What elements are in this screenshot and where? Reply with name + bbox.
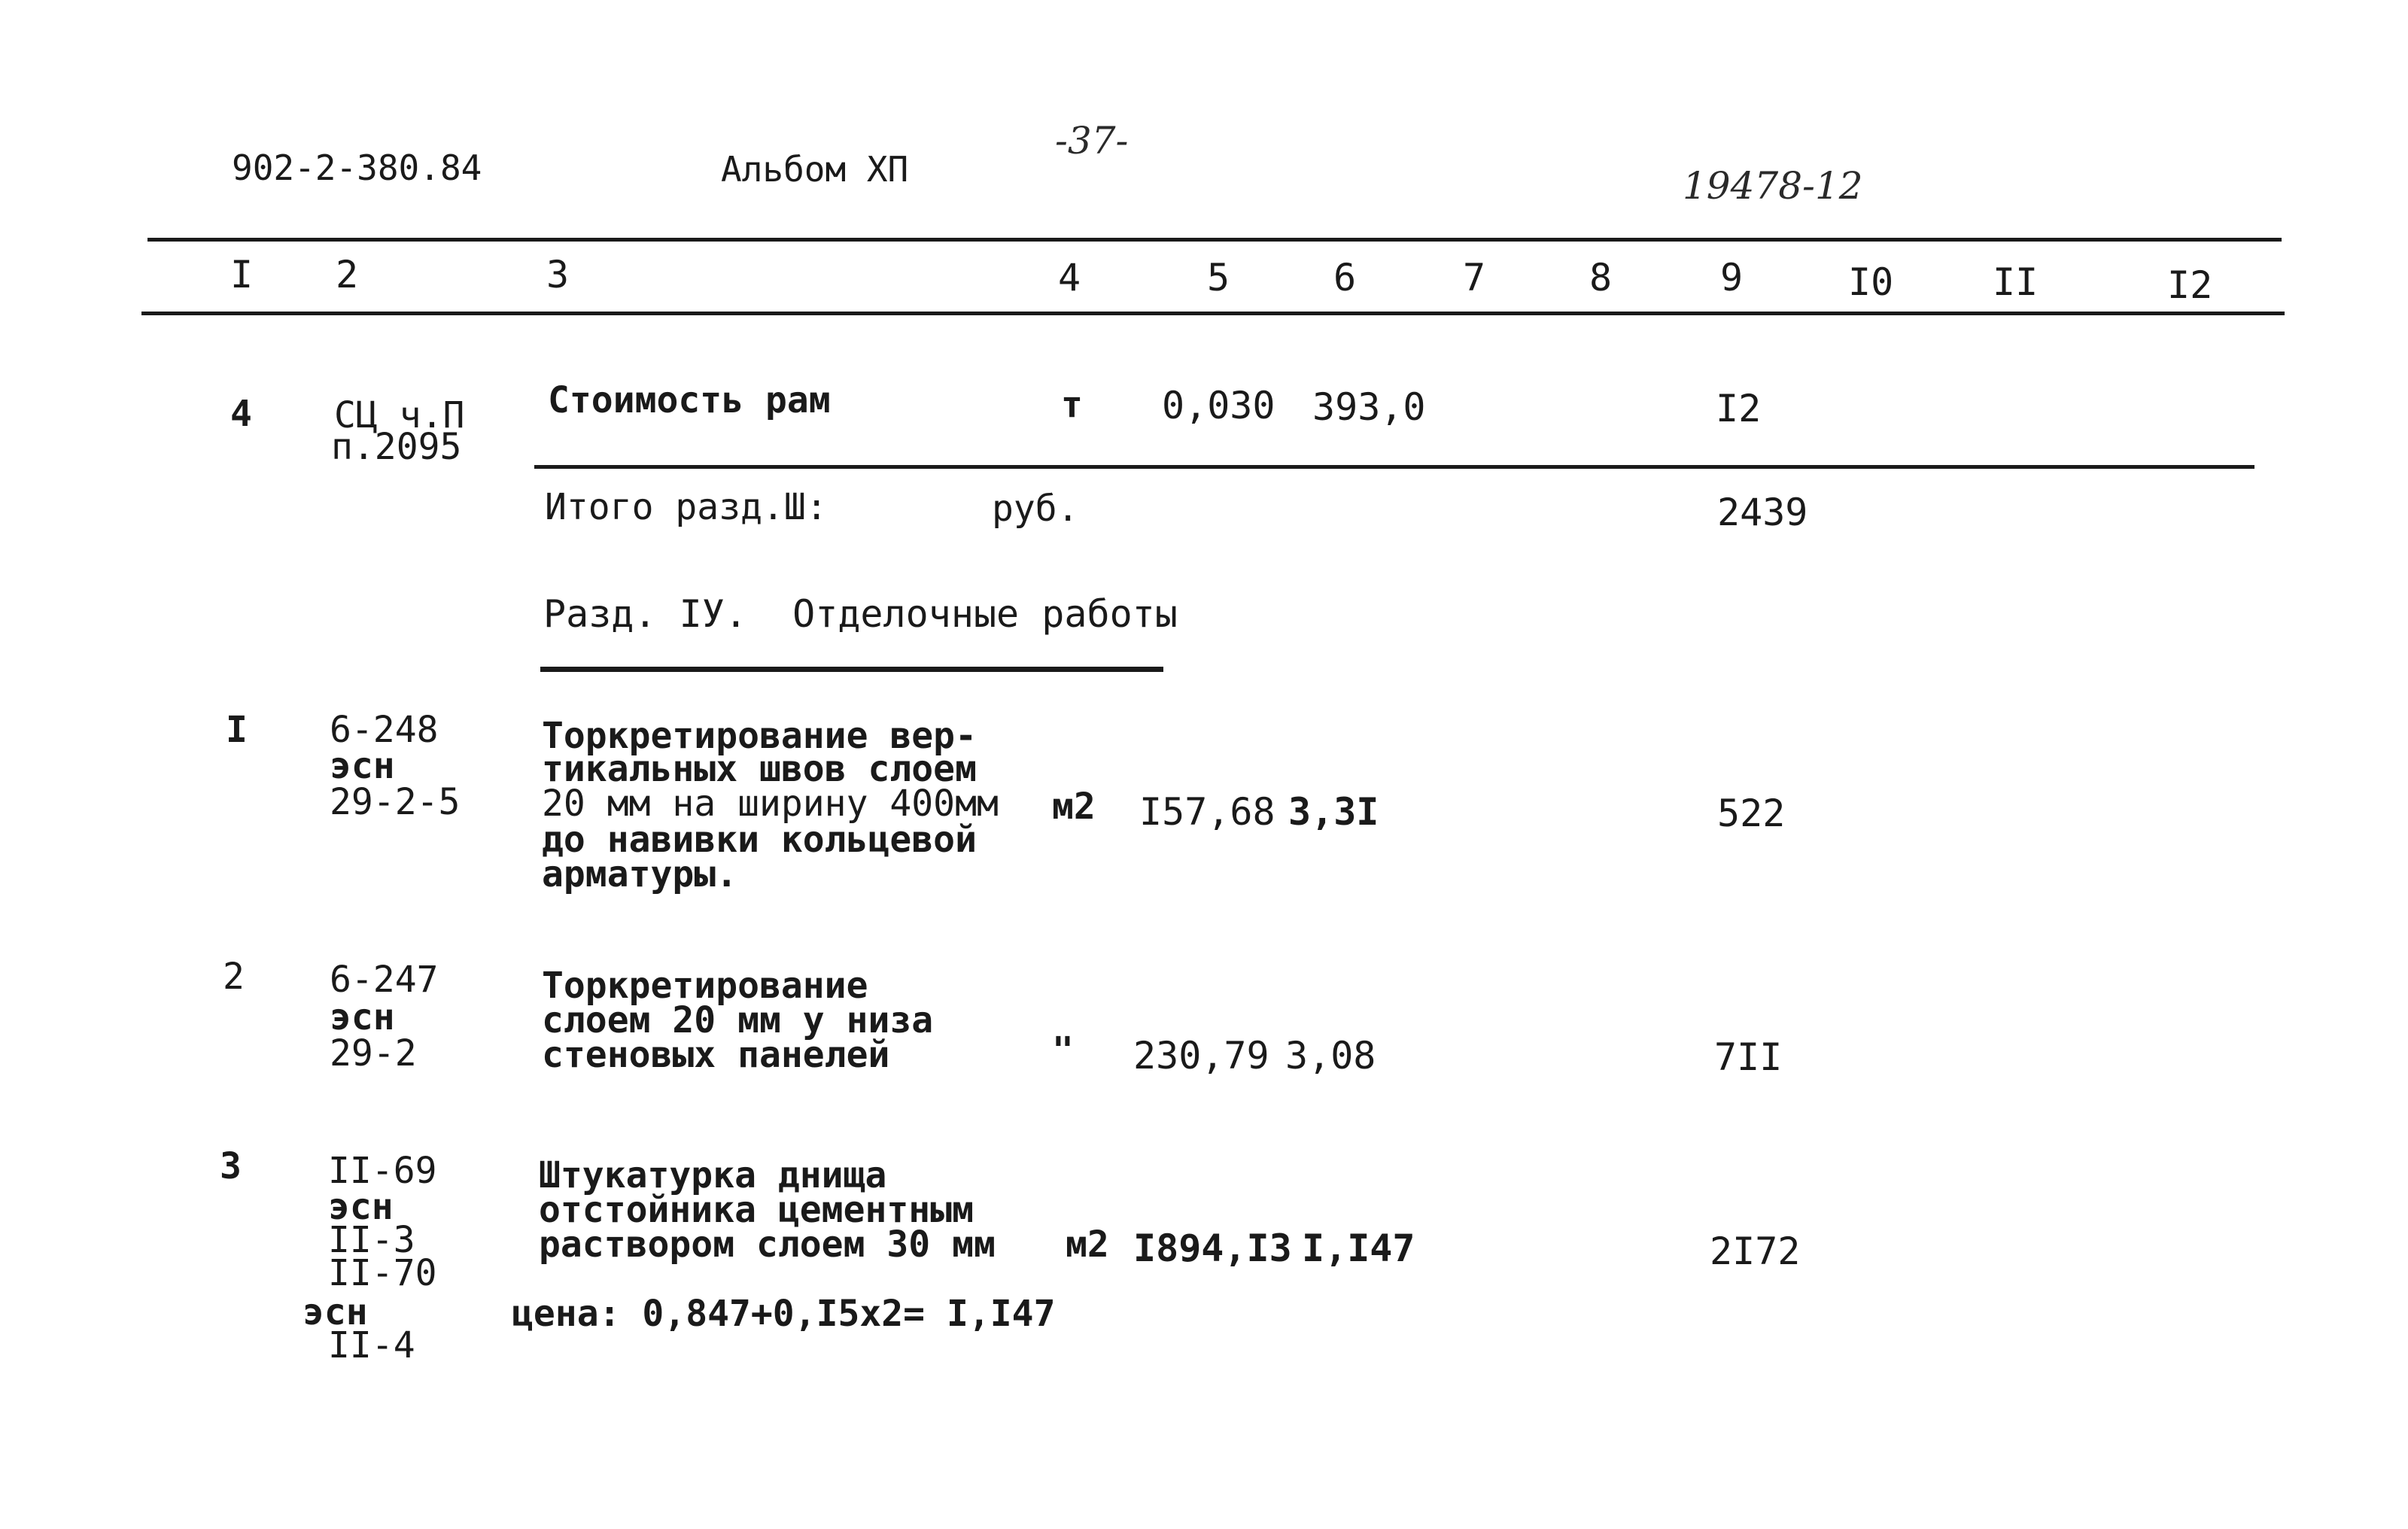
row-description: Стоимость рам (548, 379, 831, 421)
row-price: I,I47 (1302, 1227, 1415, 1270)
row-description-line: до навивки кольцевой (542, 819, 977, 861)
subtotal-label: Итого разд.Ш: (545, 486, 828, 528)
column-number-1: I (230, 253, 254, 296)
row-description-line: тикальных швов слоем (542, 748, 977, 790)
subtotal-value: 2439 (1717, 491, 1808, 534)
row-number: 2 (223, 956, 245, 998)
row-description-line: слоем 20 мм у низа (542, 999, 934, 1041)
column-number-10: I0 (1848, 260, 1894, 304)
album-label: Альбом XП (721, 149, 909, 190)
column-number-9: 9 (1720, 256, 1744, 299)
row-quantity: 230,79 (1133, 1034, 1269, 1078)
row-total: 2I72 (1710, 1230, 1801, 1273)
column-number-11: II (1993, 260, 2039, 304)
row-price: 393,0 (1312, 385, 1426, 429)
row-description-line: стеновых панелей (542, 1034, 890, 1076)
row-number: 4 (230, 393, 252, 435)
row-code-line: 29-2-5 (330, 781, 461, 823)
row-unit: м2 (1066, 1224, 1109, 1266)
row-quantity: I894,I3 (1133, 1227, 1292, 1270)
row-code-line: эсн (328, 1186, 394, 1228)
document-code: 902-2-380.84 (232, 147, 482, 188)
row-code-line: СЦ ч.П (334, 394, 465, 436)
price-note: цена: 0,847+0,I5x2= I,I47 (512, 1293, 1056, 1335)
row-code-line: II-4 (328, 1324, 415, 1366)
row-code-line: п.2095 (331, 426, 462, 468)
row-code-line: эсн (303, 1291, 368, 1333)
row-total: 7II (1714, 1035, 1783, 1079)
row-code-line: 6-248 (330, 709, 439, 751)
row-code-line: 6-247 (330, 959, 439, 1001)
column-number-7: 7 (1463, 256, 1486, 299)
row-unit: т (1061, 384, 1083, 426)
reference-number-handwritten: 19478-12 (1683, 164, 1863, 208)
page-number-handwritten: -37- (1055, 119, 1129, 163)
column-number-8: 8 (1589, 256, 1613, 299)
row-description-line: 20 мм на ширину 400мм (542, 783, 999, 825)
row-description-line: Торкретирование (542, 965, 868, 1007)
column-number-4: 4 (1058, 256, 1081, 299)
row-code-line: 29-2 (330, 1032, 417, 1075)
row-total: I2 (1716, 387, 1762, 430)
column-number-3: 3 (546, 253, 570, 296)
row-number: 3 (220, 1145, 242, 1187)
row-number: I (226, 709, 248, 751)
row-code-line: II-69 (328, 1150, 437, 1192)
column-number-5: 5 (1207, 256, 1230, 299)
section-title: Разд. IУ. Отделочные работы (543, 592, 1178, 636)
row-price: 3,08 (1285, 1034, 1376, 1078)
column-number-12: I2 (2167, 263, 2213, 307)
header-top-rule (147, 238, 2282, 242)
column-number-2: 2 (336, 253, 359, 296)
subtotal-rule (534, 465, 2254, 469)
row-code-line: II-3 (328, 1219, 415, 1261)
row-description-line: Штукатурка днища (539, 1154, 887, 1196)
row-unit: м2 (1052, 786, 1096, 828)
row-description-line: отстойника цементным (539, 1189, 974, 1231)
column-number-6: 6 (1333, 256, 1357, 299)
row-code-line: II-70 (328, 1252, 437, 1294)
row-description-line: арматуры. (542, 853, 738, 895)
section-title-underline (540, 667, 1163, 672)
row-quantity: 0,030 (1162, 384, 1275, 427)
row-code-line: эсн (330, 996, 395, 1038)
row-quantity: I57,68 (1139, 790, 1275, 834)
row-price: 3,3I (1288, 790, 1379, 834)
row-total: 522 (1717, 792, 1786, 835)
row-code-line: эсн (330, 745, 395, 787)
row-unit: " (1052, 1029, 1074, 1072)
row-description-line: раствором слоем 30 мм (539, 1224, 996, 1266)
header-bottom-rule (141, 312, 2285, 315)
subtotal-unit: руб. (992, 488, 1079, 530)
row-description-line: Торкретирование вер- (542, 715, 977, 757)
